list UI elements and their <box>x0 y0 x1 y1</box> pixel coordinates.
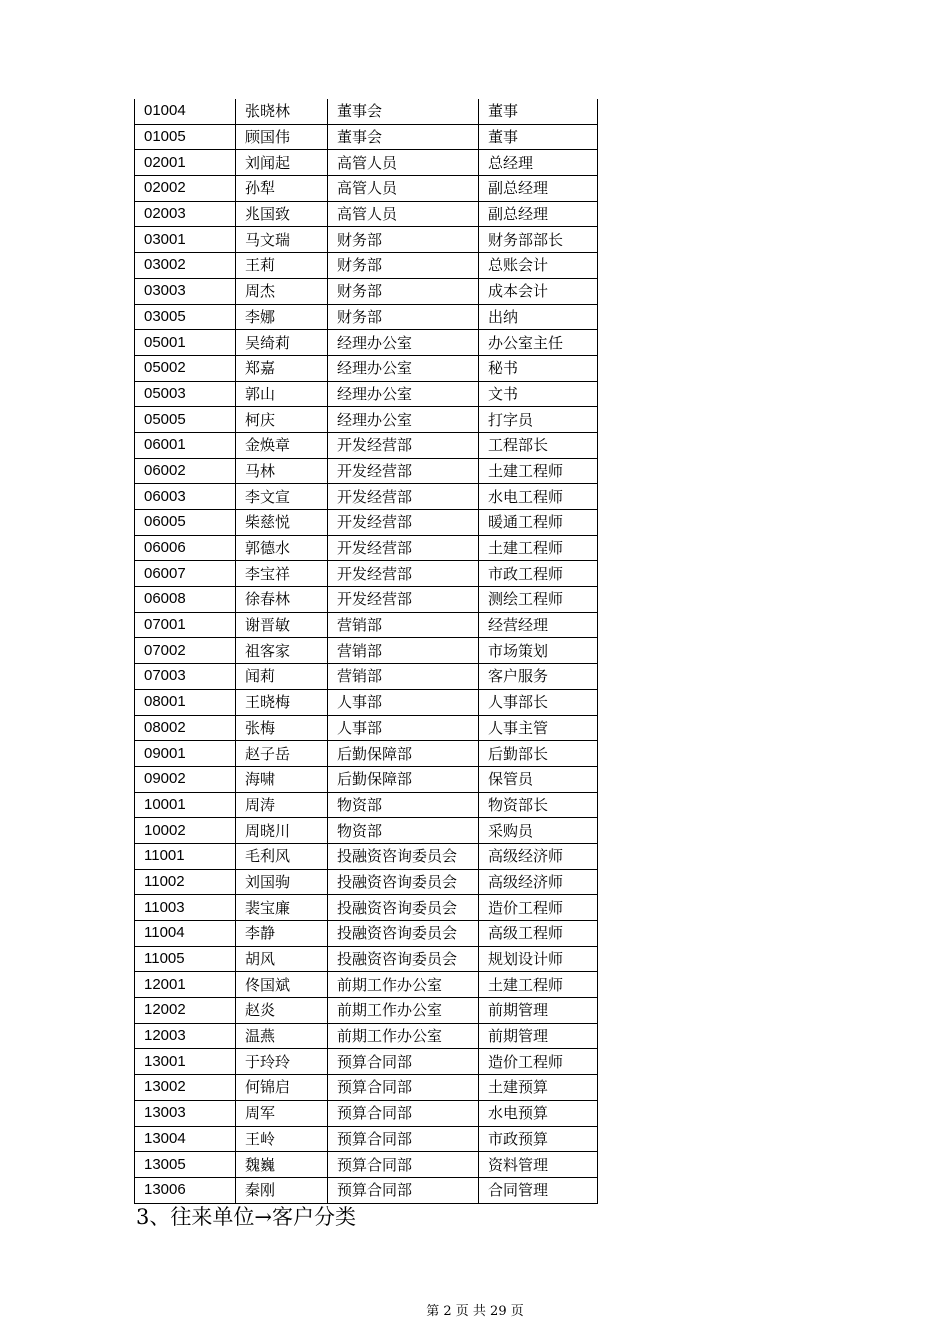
employee-name-cell: 马林 <box>236 458 328 484</box>
employee-name-cell: 谢晋敏 <box>236 612 328 638</box>
table-row <box>135 253 598 279</box>
employee-code-cell: 03005 <box>135 304 236 330</box>
position-cell: 暖通工程师 <box>479 510 598 536</box>
employee-name-cell: 秦刚 <box>236 1177 328 1203</box>
position-cell: 总经理 <box>479 150 598 176</box>
employee-code-cell: 07002 <box>135 638 236 664</box>
position-cell: 物资部长 <box>479 792 598 818</box>
employee-code-cell: 11002 <box>135 869 236 895</box>
employee-code-cell: 06001 <box>135 432 236 458</box>
department-cell: 高管人员 <box>328 150 479 176</box>
department-cell: 物资部 <box>328 818 479 844</box>
employee-code-cell: 06002 <box>135 458 236 484</box>
department-cell: 前期工作办公室 <box>328 1023 479 1049</box>
table-row <box>135 1152 598 1178</box>
department-cell: 前期工作办公室 <box>328 998 479 1024</box>
employee-name-cell: 海啸 <box>236 766 328 792</box>
employee-name-cell: 赵子岳 <box>236 741 328 767</box>
employee-name-cell: 柴慈悦 <box>236 510 328 536</box>
employee-name-cell: 郭德水 <box>236 535 328 561</box>
employee-name-cell: 刘闻起 <box>236 150 328 176</box>
position-cell: 副总经理 <box>479 201 598 227</box>
table-row <box>135 99 598 124</box>
table-row <box>135 432 598 458</box>
employee-name-cell: 柯庆 <box>236 407 328 433</box>
employee-code-cell: 03001 <box>135 227 236 253</box>
table-row <box>135 792 598 818</box>
section-heading: 3、往来单位→客户分类 <box>136 1205 356 1229</box>
department-cell: 开发经营部 <box>328 484 479 510</box>
position-cell: 出纳 <box>479 304 598 330</box>
table-row <box>135 612 598 638</box>
employee-name-cell: 温燕 <box>236 1023 328 1049</box>
position-cell: 人事主管 <box>479 715 598 741</box>
position-cell: 规划设计师 <box>479 946 598 972</box>
employee-name-cell: 张晓林 <box>236 99 328 124</box>
employee-code-cell: 11001 <box>135 843 236 869</box>
employee-name-cell: 郑嘉 <box>236 355 328 381</box>
employee-code-cell: 13002 <box>135 1075 236 1101</box>
position-cell: 前期管理 <box>479 1023 598 1049</box>
department-cell: 营销部 <box>328 612 479 638</box>
position-cell: 成本会计 <box>479 278 598 304</box>
department-cell: 预算合同部 <box>328 1177 479 1203</box>
department-cell: 物资部 <box>328 792 479 818</box>
employee-code-cell: 08002 <box>135 715 236 741</box>
table-row <box>135 355 598 381</box>
table-row <box>135 664 598 690</box>
employee-name-cell: 马文瑞 <box>236 227 328 253</box>
employee-code-cell: 12002 <box>135 998 236 1024</box>
employee-code-cell: 10002 <box>135 818 236 844</box>
table-row <box>135 766 598 792</box>
employee-code-cell: 02001 <box>135 150 236 176</box>
table-row <box>135 1049 598 1075</box>
employee-code-cell: 06003 <box>135 484 236 510</box>
department-cell: 投融资咨询委员会 <box>328 869 479 895</box>
table-row <box>135 638 598 664</box>
employee-code-cell: 13003 <box>135 1100 236 1126</box>
employee-code-cell: 02002 <box>135 176 236 202</box>
department-cell: 开发经营部 <box>328 535 479 561</box>
table-row <box>135 150 598 176</box>
employee-name-cell: 兆国致 <box>236 201 328 227</box>
position-cell: 经营经理 <box>479 612 598 638</box>
employee-code-cell: 02003 <box>135 201 236 227</box>
department-cell: 财务部 <box>328 227 479 253</box>
position-cell: 副总经理 <box>479 176 598 202</box>
department-cell: 董事会 <box>328 99 479 124</box>
position-cell: 财务部部长 <box>479 227 598 253</box>
department-cell: 经理办公室 <box>328 355 479 381</box>
table-row <box>135 715 598 741</box>
position-cell: 秘书 <box>479 355 598 381</box>
position-cell: 水电工程师 <box>479 484 598 510</box>
employee-name-cell: 刘国驹 <box>236 869 328 895</box>
table-row <box>135 1100 598 1126</box>
table-row <box>135 946 598 972</box>
department-cell: 预算合同部 <box>328 1049 479 1075</box>
employee-name-cell: 王莉 <box>236 253 328 279</box>
employee-name-cell: 郭山 <box>236 381 328 407</box>
position-cell: 合同管理 <box>479 1177 598 1203</box>
employee-code-cell: 01004 <box>135 99 236 124</box>
department-cell: 高管人员 <box>328 176 479 202</box>
table-row <box>135 1126 598 1152</box>
employee-name-cell: 王晓梅 <box>236 689 328 715</box>
table-row <box>135 278 598 304</box>
table-row <box>135 741 598 767</box>
department-cell: 经理办公室 <box>328 330 479 356</box>
employee-code-cell: 01005 <box>135 124 236 150</box>
position-cell: 保管员 <box>479 766 598 792</box>
position-cell: 客户服务 <box>479 664 598 690</box>
table-row <box>135 201 598 227</box>
department-cell: 人事部 <box>328 715 479 741</box>
table-row <box>135 818 598 844</box>
employee-name-cell: 吴绮莉 <box>236 330 328 356</box>
employee-code-cell: 07003 <box>135 664 236 690</box>
department-cell: 营销部 <box>328 664 479 690</box>
position-cell: 土建工程师 <box>479 972 598 998</box>
employee-code-cell: 03003 <box>135 278 236 304</box>
table-row <box>135 330 598 356</box>
employee-code-cell: 12001 <box>135 972 236 998</box>
department-cell: 高管人员 <box>328 201 479 227</box>
employee-code-cell: 10001 <box>135 792 236 818</box>
employee-name-cell: 周晓川 <box>236 818 328 844</box>
position-cell: 土建工程师 <box>479 535 598 561</box>
table-row <box>135 484 598 510</box>
staff-table-body <box>135 99 598 1203</box>
table-row <box>135 458 598 484</box>
employee-name-cell: 徐春林 <box>236 587 328 613</box>
employee-code-cell: 12003 <box>135 1023 236 1049</box>
employee-name-cell: 佟国斌 <box>236 972 328 998</box>
table-row <box>135 998 598 1024</box>
employee-name-cell: 祖客家 <box>236 638 328 664</box>
employee-code-cell: 07001 <box>135 612 236 638</box>
employee-name-cell: 毛利风 <box>236 843 328 869</box>
employee-name-cell: 金焕章 <box>236 432 328 458</box>
employee-name-cell: 于玲玲 <box>236 1049 328 1075</box>
position-cell: 文书 <box>479 381 598 407</box>
employee-name-cell: 周杰 <box>236 278 328 304</box>
employee-name-cell: 顾国伟 <box>236 124 328 150</box>
employee-name-cell: 王岭 <box>236 1126 328 1152</box>
department-cell: 预算合同部 <box>328 1075 479 1101</box>
position-cell: 高级经济师 <box>479 869 598 895</box>
position-cell: 工程部长 <box>479 432 598 458</box>
employee-code-cell: 11004 <box>135 921 236 947</box>
department-cell: 预算合同部 <box>328 1152 479 1178</box>
department-cell: 开发经营部 <box>328 587 479 613</box>
employee-name-cell: 孙犁 <box>236 176 328 202</box>
employee-name-cell: 李文宣 <box>236 484 328 510</box>
table-row <box>135 304 598 330</box>
position-cell: 董事 <box>479 124 598 150</box>
table-row <box>135 535 598 561</box>
department-cell: 开发经营部 <box>328 458 479 484</box>
department-cell: 营销部 <box>328 638 479 664</box>
page-footer: 第 2 页 共 29 页 <box>426 1304 524 1319</box>
employee-code-cell: 05005 <box>135 407 236 433</box>
employee-code-cell: 06007 <box>135 561 236 587</box>
department-cell: 预算合同部 <box>328 1100 479 1126</box>
department-cell: 开发经营部 <box>328 432 479 458</box>
table-row <box>135 510 598 536</box>
employee-code-cell: 09001 <box>135 741 236 767</box>
employee-code-cell: 06005 <box>135 510 236 536</box>
employee-code-cell: 13004 <box>135 1126 236 1152</box>
position-cell: 董事 <box>479 99 598 124</box>
employee-code-cell: 05002 <box>135 355 236 381</box>
table-row <box>135 843 598 869</box>
employee-name-cell: 胡风 <box>236 946 328 972</box>
position-cell: 造价工程师 <box>479 895 598 921</box>
table-row <box>135 227 598 253</box>
employee-code-cell: 13006 <box>135 1177 236 1203</box>
employee-code-cell: 08001 <box>135 689 236 715</box>
table-row <box>135 587 598 613</box>
table-row <box>135 895 598 921</box>
department-cell: 人事部 <box>328 689 479 715</box>
table-row <box>135 972 598 998</box>
department-cell: 财务部 <box>328 278 479 304</box>
employee-code-cell: 13005 <box>135 1152 236 1178</box>
employee-name-cell: 闻莉 <box>236 664 328 690</box>
table-row <box>135 1075 598 1101</box>
employee-code-cell: 05001 <box>135 330 236 356</box>
department-cell: 后勤保障部 <box>328 766 479 792</box>
position-cell: 人事部长 <box>479 689 598 715</box>
department-cell: 经理办公室 <box>328 407 479 433</box>
employee-name-cell: 魏巍 <box>236 1152 328 1178</box>
table-row <box>135 407 598 433</box>
employee-code-cell: 06008 <box>135 587 236 613</box>
position-cell: 造价工程师 <box>479 1049 598 1075</box>
employee-code-cell: 13001 <box>135 1049 236 1075</box>
department-cell: 投融资咨询委员会 <box>328 895 479 921</box>
department-cell: 经理办公室 <box>328 381 479 407</box>
table-row <box>135 561 598 587</box>
employee-code-cell: 11005 <box>135 946 236 972</box>
department-cell: 后勤保障部 <box>328 741 479 767</box>
table-row <box>135 921 598 947</box>
employee-code-cell: 11003 <box>135 895 236 921</box>
department-cell: 开发经营部 <box>328 561 479 587</box>
table-row <box>135 689 598 715</box>
employee-name-cell: 周涛 <box>236 792 328 818</box>
table-row <box>135 381 598 407</box>
department-cell: 预算合同部 <box>328 1126 479 1152</box>
table-row <box>135 124 598 150</box>
position-cell: 资料管理 <box>479 1152 598 1178</box>
employee-name-cell: 赵炎 <box>236 998 328 1024</box>
employee-name-cell: 周军 <box>236 1100 328 1126</box>
department-cell: 投融资咨询委员会 <box>328 921 479 947</box>
department-cell: 董事会 <box>328 124 479 150</box>
position-cell: 前期管理 <box>479 998 598 1024</box>
department-cell: 投融资咨询委员会 <box>328 843 479 869</box>
employee-name-cell: 何锦启 <box>236 1075 328 1101</box>
position-cell: 土建工程师 <box>479 458 598 484</box>
department-cell: 前期工作办公室 <box>328 972 479 998</box>
table-row <box>135 1177 598 1203</box>
position-cell: 土建预算 <box>479 1075 598 1101</box>
staff-table <box>134 99 598 1204</box>
employee-code-cell: 09002 <box>135 766 236 792</box>
position-cell: 高级工程师 <box>479 921 598 947</box>
position-cell: 后勤部长 <box>479 741 598 767</box>
table-row <box>135 1023 598 1049</box>
employee-name-cell: 张梅 <box>236 715 328 741</box>
department-cell: 财务部 <box>328 304 479 330</box>
position-cell: 市政工程师 <box>479 561 598 587</box>
employee-name-cell: 李宝祥 <box>236 561 328 587</box>
position-cell: 总账会计 <box>479 253 598 279</box>
position-cell: 采购员 <box>479 818 598 844</box>
position-cell: 水电预算 <box>479 1100 598 1126</box>
employee-name-cell: 李娜 <box>236 304 328 330</box>
position-cell: 市政预算 <box>479 1126 598 1152</box>
position-cell: 办公室主任 <box>479 330 598 356</box>
employee-code-cell: 05003 <box>135 381 236 407</box>
employee-code-cell: 03002 <box>135 253 236 279</box>
department-cell: 投融资咨询委员会 <box>328 946 479 972</box>
employee-name-cell: 裴宝廉 <box>236 895 328 921</box>
position-cell: 测绘工程师 <box>479 587 598 613</box>
position-cell: 高级经济师 <box>479 843 598 869</box>
table-row <box>135 869 598 895</box>
employee-code-cell: 06006 <box>135 535 236 561</box>
department-cell: 开发经营部 <box>328 510 479 536</box>
table-row <box>135 176 598 202</box>
position-cell: 市场策划 <box>479 638 598 664</box>
employee-name-cell: 李静 <box>236 921 328 947</box>
department-cell: 财务部 <box>328 253 479 279</box>
position-cell: 打字员 <box>479 407 598 433</box>
